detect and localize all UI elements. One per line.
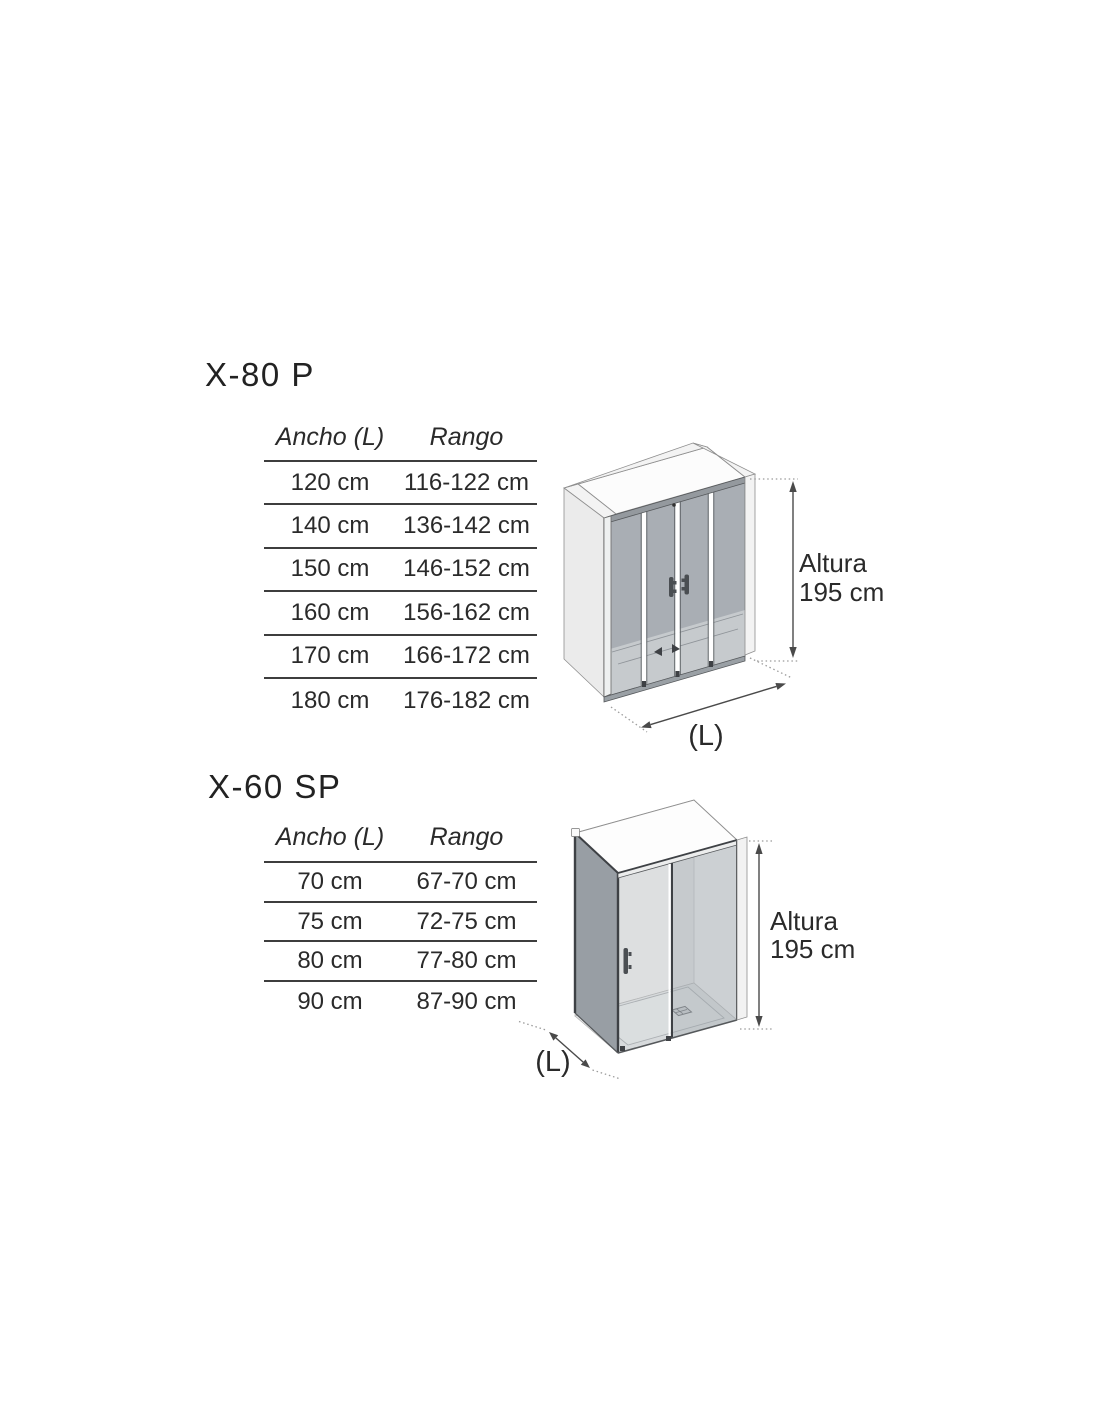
product-title-x80p: X-80 P	[205, 356, 315, 393]
product-title-x60sp: X-60 SP	[208, 768, 342, 805]
table-header-row	[264, 415, 537, 462]
arrowhead-left-icon	[641, 721, 652, 728]
altura-value: 195 cm	[799, 577, 885, 607]
arrowhead-down-icon	[755, 1016, 762, 1027]
column-header-ancho: Ancho (L)	[275, 822, 385, 851]
height-dimension	[750, 479, 884, 678]
witness-line-upper	[519, 1022, 546, 1031]
column-header-rango: Rango	[429, 822, 504, 851]
altura-value: 195 cm	[770, 934, 856, 964]
height-dimension	[740, 841, 855, 1029]
arrowhead-up-icon	[789, 481, 796, 492]
table-row	[264, 592, 537, 635]
right-wall-profile	[737, 837, 747, 1020]
witness-line-lower	[593, 1070, 620, 1079]
shower-door-drawing	[564, 443, 755, 702]
corner-cap	[572, 829, 580, 837]
rango-value: 146-152 cm	[403, 555, 530, 583]
altura-label: Altura	[799, 548, 867, 578]
right-wall-profile	[745, 474, 755, 655]
witness-line-left	[611, 707, 647, 732]
sliding-door-glass	[672, 845, 737, 1038]
rango-value: 77-80 cm	[416, 947, 517, 975]
spec-table-x80p	[264, 415, 537, 722]
arrowhead-down-icon	[789, 647, 796, 658]
ancho-value: 70 cm	[297, 867, 363, 895]
left-frame-profile	[604, 516, 611, 697]
ancho-value: 75 cm	[297, 907, 363, 935]
arrowhead-right-icon	[775, 683, 786, 690]
ancho-value: 160 cm	[290, 598, 370, 626]
rango-value: 166-172 cm	[403, 642, 530, 670]
rango-value: 72-75 cm	[416, 907, 517, 935]
shower-enclosure-drawing	[572, 800, 748, 1053]
table-row	[264, 903, 537, 943]
length-label: (L)	[688, 720, 724, 752]
left-wall	[564, 488, 604, 697]
rango-value: 67-70 cm	[416, 867, 517, 895]
ancho-value: 120 cm	[290, 468, 370, 496]
table-row	[264, 549, 537, 592]
table-row	[264, 942, 537, 982]
diagram-x80p-sliding-door	[540, 432, 920, 754]
ancho-value: 140 cm	[290, 512, 370, 540]
table-row	[264, 636, 537, 679]
table-row	[264, 462, 537, 505]
length-label: (L)	[535, 1046, 571, 1078]
table-header-row	[264, 813, 537, 863]
table-body	[264, 863, 537, 1022]
rango-value: 156-162 cm	[403, 598, 530, 626]
ancho-value: 170 cm	[290, 642, 370, 670]
diagram-x60sp-corner-enclosure	[505, 795, 905, 1090]
rango-value: 176-182 cm	[403, 686, 530, 714]
table-row	[264, 863, 537, 903]
ancho-value: 90 cm	[297, 987, 363, 1015]
arrowhead-up-icon	[755, 843, 762, 854]
altura-label: Altura	[770, 906, 838, 936]
rango-value: 87-90 cm	[416, 987, 517, 1015]
width-dimension-arrow	[651, 686, 777, 724]
ancho-value: 80 cm	[297, 947, 363, 975]
table-row	[264, 679, 537, 722]
ancho-value: 180 cm	[290, 686, 370, 714]
track-stopper	[672, 503, 676, 507]
rango-value: 116-122 cm	[404, 468, 529, 496]
ancho-value: 150 cm	[290, 555, 370, 583]
table-row	[264, 505, 537, 548]
table-row	[264, 982, 537, 1022]
rango-value: 136-142 cm	[403, 512, 530, 540]
width-dimension	[611, 683, 786, 752]
spec-table-x60sp	[264, 813, 537, 1022]
column-header-ancho: Ancho (L)	[275, 423, 385, 451]
column-header-rango: Rango	[429, 423, 504, 451]
table-body	[264, 462, 537, 722]
